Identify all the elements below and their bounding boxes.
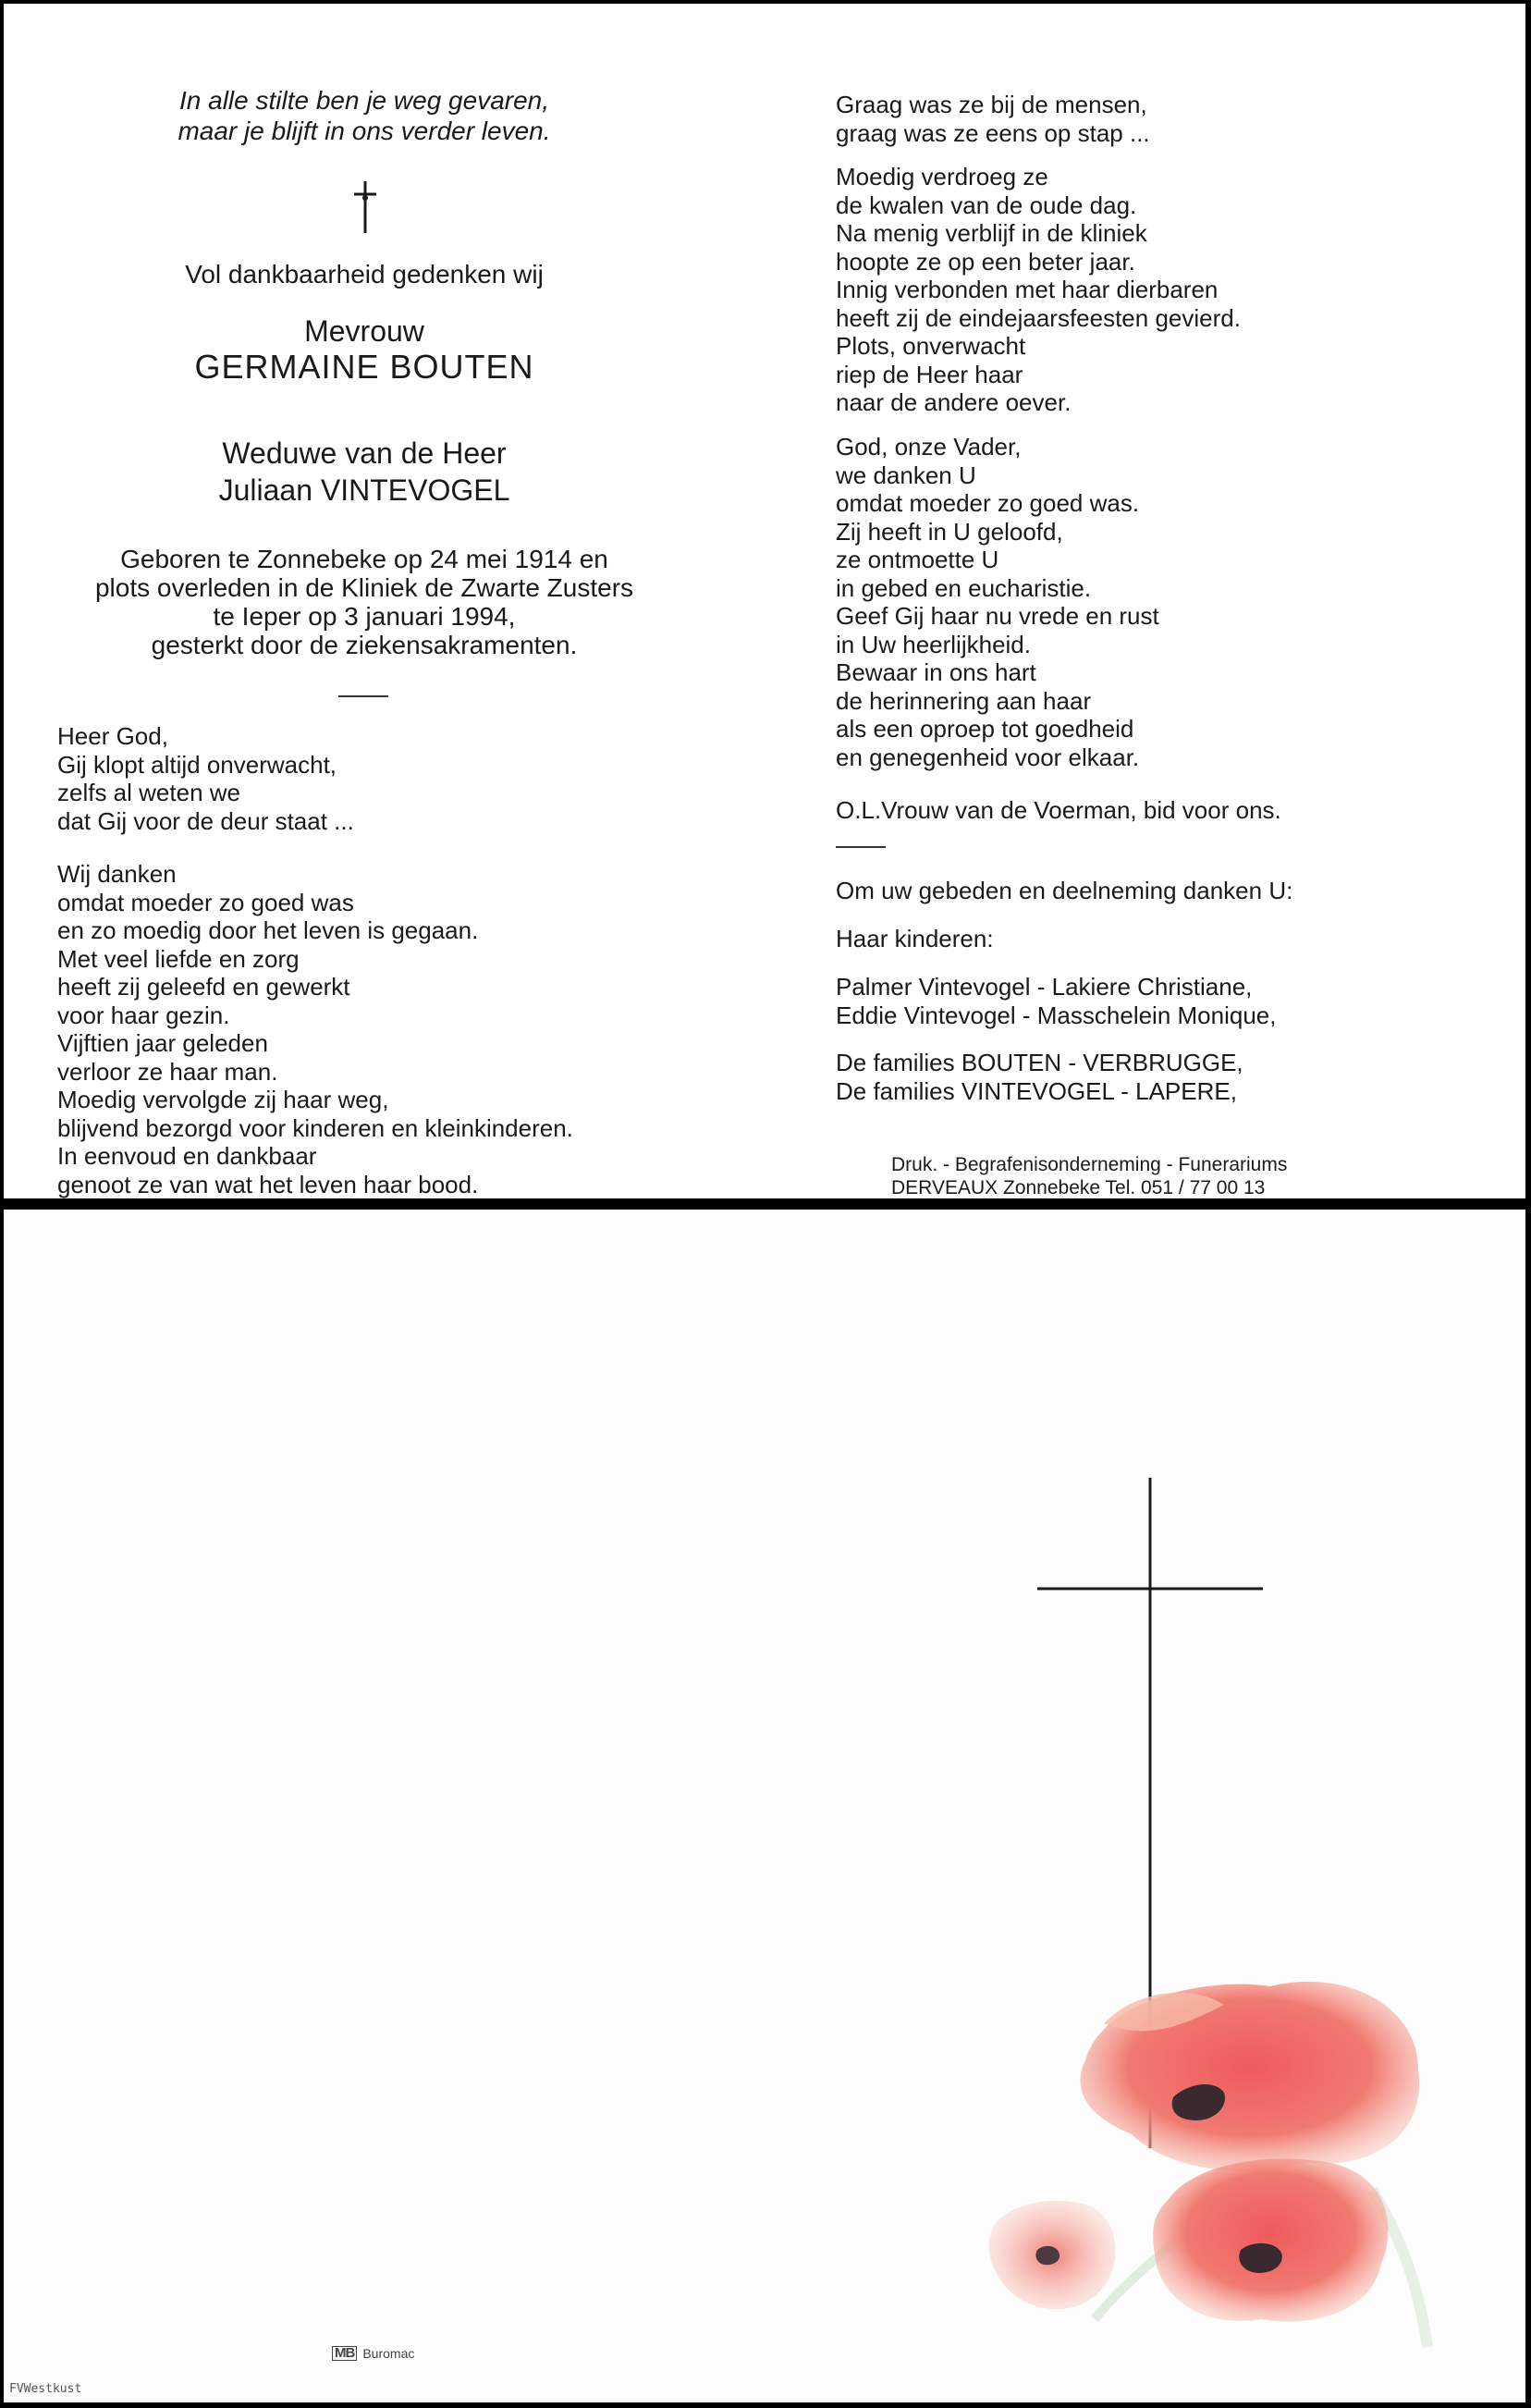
children-list	[836, 973, 1276, 1029]
prayer-stanza-1	[57, 722, 354, 835]
child-line: Palmer Vintevogel - Lakiere Christiane,	[836, 973, 1253, 1001]
spouse-prefix: Weduwe van de Heer	[222, 436, 507, 470]
family-line: De families VINTEVOGEL - LAPERE,	[836, 1076, 1237, 1105]
spouse-name: Juliaan VINTEVOGEL	[218, 473, 510, 507]
prayer-line: voor haar gezin.	[57, 1001, 230, 1029]
poem-line: de kwalen van de oude dag.	[836, 190, 1137, 219]
poem-line: Zij heeft in U geloofd,	[836, 517, 1063, 546]
motto-line: In alle stilte ben je weg gevaren,	[178, 86, 550, 115]
poem-stanza-3	[836, 433, 1159, 771]
poem-line: God, onze Vader,	[836, 433, 1022, 461]
poem-line: Geef Gij haar nu vrede en rust	[836, 602, 1159, 630]
bio-line: Geboren te Zonnebeke op 24 mei 1914 en	[120, 545, 608, 573]
child-line: Eddie Vintevogel - Masschelein Monique,	[836, 1001, 1277, 1029]
poem-line: als een oproep tot goedheid	[836, 715, 1134, 743]
poem-line: heeft zij de eindejaarsfeesten gevierd.	[836, 303, 1241, 332]
left-page	[4, 4, 762, 1198]
motto	[4, 85, 725, 146]
poppy-flowers-image	[984, 1885, 1483, 2384]
poem-line: in gebed en eucharistie.	[836, 573, 1092, 602]
poem-stanza-2	[836, 163, 1241, 417]
printer-contact: DERVEAUX Zonnebeke Tel. 051 / 77 00 13	[891, 1177, 1266, 1198]
invocation: O.L.Vrouw van de Voerman, bid voor ons.	[836, 796, 1281, 824]
poem-line: en genegenheid voor elkaar.	[836, 743, 1140, 771]
intro-line: Vol dankbaarheid gedenken wij	[185, 260, 544, 289]
prayer-line: verloor ze haar man.	[57, 1057, 278, 1086]
prayer-stanza-2	[57, 860, 573, 1198]
families-list	[836, 1049, 1243, 1105]
poem-line: Plots, onverwacht	[836, 332, 1026, 360]
deceased-name: GERMAINE BOUTEN	[194, 348, 534, 386]
corner-tag: FVWestkust	[9, 2382, 82, 2396]
poem-line: in Uw heerlijkheid.	[836, 630, 1031, 658]
family-line: De families BOUTEN - VERBRUGGE,	[836, 1049, 1243, 1076]
divider	[836, 846, 886, 848]
prayer-line: In eenvoud en dankbaar	[57, 1142, 317, 1170]
prayer-line: zelfs al weten we	[57, 779, 240, 806]
right-page	[817, 4, 1525, 1198]
poem-line: naar de andere oever.	[836, 388, 1072, 416]
poem-line: ze ontmoette U	[836, 546, 999, 573]
poem-line: we danken U	[836, 461, 976, 489]
poem-line: omdat moeder zo goed was.	[836, 489, 1140, 517]
card-inner-spread	[4, 4, 1525, 1198]
poem-line: Moedig verdroeg ze	[836, 163, 1048, 190]
poem-stanza-1	[836, 91, 1150, 147]
brand-logo	[332, 2346, 414, 2361]
poem-line: de herinnering aan haar	[836, 686, 1092, 715]
poem-line: Innig verbonden met haar dierbaren	[836, 276, 1219, 303]
poem-line: graag was ze eens op stap ...	[836, 118, 1150, 147]
crucifix-icon	[351, 179, 379, 235]
salutation: Mevrouw	[304, 314, 424, 348]
motto-line: maar je blijft in ons verder leven.	[178, 117, 551, 145]
poem-line: Graag was ze bij de mensen,	[836, 91, 1147, 118]
brand-mark: MB	[332, 2346, 357, 2361]
biography	[4, 545, 725, 659]
poem-line: hoopte ze op een beter jaar.	[836, 247, 1135, 276]
divider	[338, 695, 388, 697]
poem-line: Na menig verblijf in de kliniek	[836, 219, 1147, 247]
prayer-line: Met veel liefde en zorg	[57, 944, 300, 973]
children-heading: Haar kinderen:	[836, 925, 994, 952]
prayer-line: Heer God,	[57, 722, 168, 750]
prayer-line: en zo moedig door het leven is gegaan.	[57, 916, 479, 944]
bio-line: gesterkt door de ziekensakramenten.	[151, 631, 578, 659]
card-cover	[4, 1210, 1525, 2402]
prayer-line: Gij klopt altijd onverwacht,	[57, 750, 337, 779]
poem-line: riep de Heer haar	[836, 360, 1023, 388]
thanks-line: Om uw gebeden en deelneming danken U:	[836, 877, 1293, 904]
prayer-line: Wij danken	[57, 860, 177, 888]
brand-name: Buromac	[362, 2346, 415, 2361]
prayer-line: dat Gij voor de deur staat ...	[57, 806, 354, 835]
prayer-line: blijvend bezorgd voor kinderen en kleinkinderen.	[57, 1113, 573, 1142]
poem-line: Bewaar in ons hart	[836, 658, 1036, 686]
prayer-line: Vijftien jaar geleden	[57, 1029, 268, 1057]
bio-line: te Ieper op 3 januari 1994,	[213, 602, 516, 631]
prayer-line: omdat moeder zo goed was	[57, 888, 354, 916]
prayer-line: genoot ze van wat het leven haar bood.	[57, 1170, 479, 1198]
printer-line: Druk. - Begrafenisonderneming - Funerariums	[891, 1154, 1288, 1175]
bio-line: plots overleden in de Kliniek de Zwarte Zusters	[94, 573, 634, 602]
prayer-line: Moedig vervolgde zij haar weg,	[57, 1086, 389, 1113]
prayer-line: heeft zij geleefd en gewerkt	[57, 973, 350, 1001]
